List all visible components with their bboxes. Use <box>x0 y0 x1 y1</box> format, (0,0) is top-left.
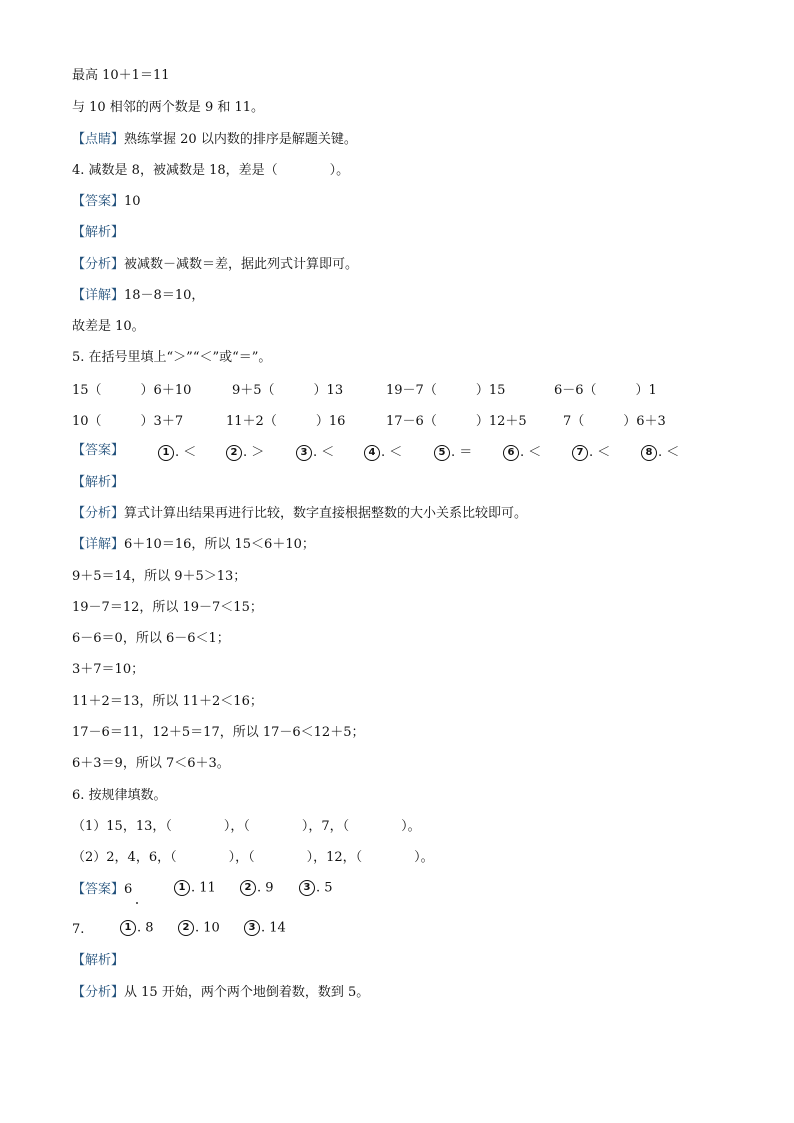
q4-detail: 18－8＝10， <box>124 288 205 303</box>
q5-step: 3＋7＝10； <box>72 662 145 677</box>
circled-number: 1 <box>158 445 174 461</box>
answer-value: . 8 <box>137 920 154 936</box>
q5-answer-item <box>226 441 264 461</box>
q5-step: 11＋2＝13，所以 11＋2＜16； <box>72 694 263 709</box>
question-7-number: 7. <box>72 922 85 937</box>
question-6: 6. 按规律填数。 <box>72 788 167 803</box>
q5-item: 10（ ）3＋7 <box>72 414 184 429</box>
q6-part-1: （1）15，13，（ ），（ ），7，（ ）。 <box>72 819 421 834</box>
answer-value: . ＜ <box>658 445 680 460</box>
answer-tag: 【答案】 <box>72 194 125 209</box>
question-5: 5. 在括号里填上“＞”“＜”或“＝”。 <box>72 350 272 365</box>
q5-detail-line <box>72 535 315 555</box>
answer-value: . 5 <box>316 880 333 896</box>
answer-tag: 【答案】 <box>72 443 125 458</box>
q5-item: 19－7（ ）15 <box>386 383 506 398</box>
detail-tag: 【详解】 <box>72 288 125 303</box>
q7-answer-item <box>178 920 220 936</box>
q5-answer-item <box>641 441 679 461</box>
answer-value: . ＜ <box>589 445 611 460</box>
answer-value: . 10 <box>195 920 220 936</box>
q5-step: 17－6＝11，12＋5＝17，所以 17－6＜12＋5； <box>72 725 365 740</box>
q5-fenxi-line <box>72 504 527 524</box>
q5-answer-item <box>503 441 541 461</box>
q5-step: 6＋10＝16，所以 15＜6＋10； <box>124 537 315 552</box>
tip-text: 熟练掌握 20 以内数的排序是解题关键。 <box>124 132 357 147</box>
tip-tag: 【点睛】 <box>72 132 125 147</box>
answer-value: . ＝ <box>451 445 473 460</box>
q6-answer-item <box>299 880 333 896</box>
fenxi-tag: 【分析】 <box>72 506 125 521</box>
q4-answer-line <box>72 192 141 212</box>
q7-answer-item <box>244 920 286 936</box>
q4-fenxi: 被减数－减数＝差，据此列式计算即可。 <box>124 257 359 272</box>
q6-answer-line <box>72 880 132 900</box>
q5-answer-line <box>72 441 124 461</box>
q6-answer-item <box>240 880 274 896</box>
q5-step: 6－6＝0，所以 6－6＜1； <box>72 631 230 646</box>
circled-number: 3 <box>296 445 312 461</box>
decorative-dot <box>136 902 138 904</box>
q7-answer-item <box>120 920 154 936</box>
fenxi-tag: 【分析】 <box>72 257 125 272</box>
q5-item: 17－6（ ）12＋5 <box>386 414 527 429</box>
q5-answer-item <box>434 441 472 461</box>
q4-detail-line <box>72 286 204 306</box>
fenxi-tag: 【分析】 <box>72 985 125 1000</box>
detail-tag: 【详解】 <box>72 537 125 552</box>
q5-answer-item <box>158 441 196 461</box>
answer-value: . ＜ <box>175 445 197 460</box>
analysis-tag: 【解析】 <box>72 225 125 240</box>
q5-item: 11＋2（ ）16 <box>226 414 346 429</box>
answer-value: . 14 <box>261 920 286 936</box>
q7-fenxi-line <box>72 983 369 1003</box>
q6-part-2: （2）2，4，6，（ ），（ ），12，（ ）。 <box>72 850 434 865</box>
answer-tag: 【答案】 <box>72 882 125 897</box>
q6-answer-lead: 6 <box>124 882 133 897</box>
answer-value: . 11 <box>191 880 216 896</box>
text-line: 与 10 相邻的两个数是 9 和 11。 <box>72 100 265 115</box>
circled-number: 1 <box>120 920 136 936</box>
answer-value: . 9 <box>257 880 274 896</box>
q4-fenxi-line <box>72 255 358 275</box>
q4-answer: 10 <box>124 194 141 209</box>
q5-item: 15（ ）6＋10 <box>72 383 192 398</box>
circled-number: 4 <box>364 445 380 461</box>
circled-number: 1 <box>174 880 190 896</box>
circled-number: 6 <box>503 445 519 461</box>
answer-value: . ＜ <box>381 445 403 460</box>
q5-answer-item <box>296 441 334 461</box>
circled-number: 3 <box>244 920 260 936</box>
circled-number: 2 <box>240 880 256 896</box>
analysis-tag: 【解析】 <box>72 475 125 490</box>
q5-fenxi: 算式计算出结果再进行比较，数字直接根据整数的大小关系比较即可。 <box>124 506 528 521</box>
q5-item: 6－6（ ）1 <box>554 383 657 398</box>
q5-item: 9＋5（ ）13 <box>232 383 344 398</box>
circled-number: 7 <box>572 445 588 461</box>
text-line: 最高 10＋1＝11 <box>72 68 170 83</box>
answer-value: . ＜ <box>313 445 335 460</box>
circled-number: 2 <box>226 445 242 461</box>
analysis-tag: 【解析】 <box>72 953 125 968</box>
q5-step: 19－7＝12，所以 19－7＜15； <box>72 600 263 615</box>
answer-value: . ＜ <box>520 445 542 460</box>
q7-fenxi: 从 15 开始，两个两个地倒着数，数到 5。 <box>124 985 370 1000</box>
answer-value: . ＞ <box>243 445 265 460</box>
circled-number: 3 <box>299 880 315 896</box>
tip-line <box>72 130 357 150</box>
q6-answer-item <box>174 880 216 896</box>
q5-answer-item <box>364 441 402 461</box>
q5-answer-item <box>572 441 610 461</box>
circled-number: 8 <box>641 445 657 461</box>
circled-number: 5 <box>434 445 450 461</box>
q5-step: 9＋5＝14，所以 9＋5＞13； <box>72 569 247 584</box>
q4-conclusion: 故差是 10。 <box>72 319 145 334</box>
q5-step: 6＋3＝9，所以 7＜6＋3。 <box>72 756 230 771</box>
circled-number: 2 <box>178 920 194 936</box>
question-4: 4. 减数是 8，被减数是 18，差是（ ）。 <box>72 163 350 178</box>
q5-item: 7（ ）6＋3 <box>563 414 666 429</box>
